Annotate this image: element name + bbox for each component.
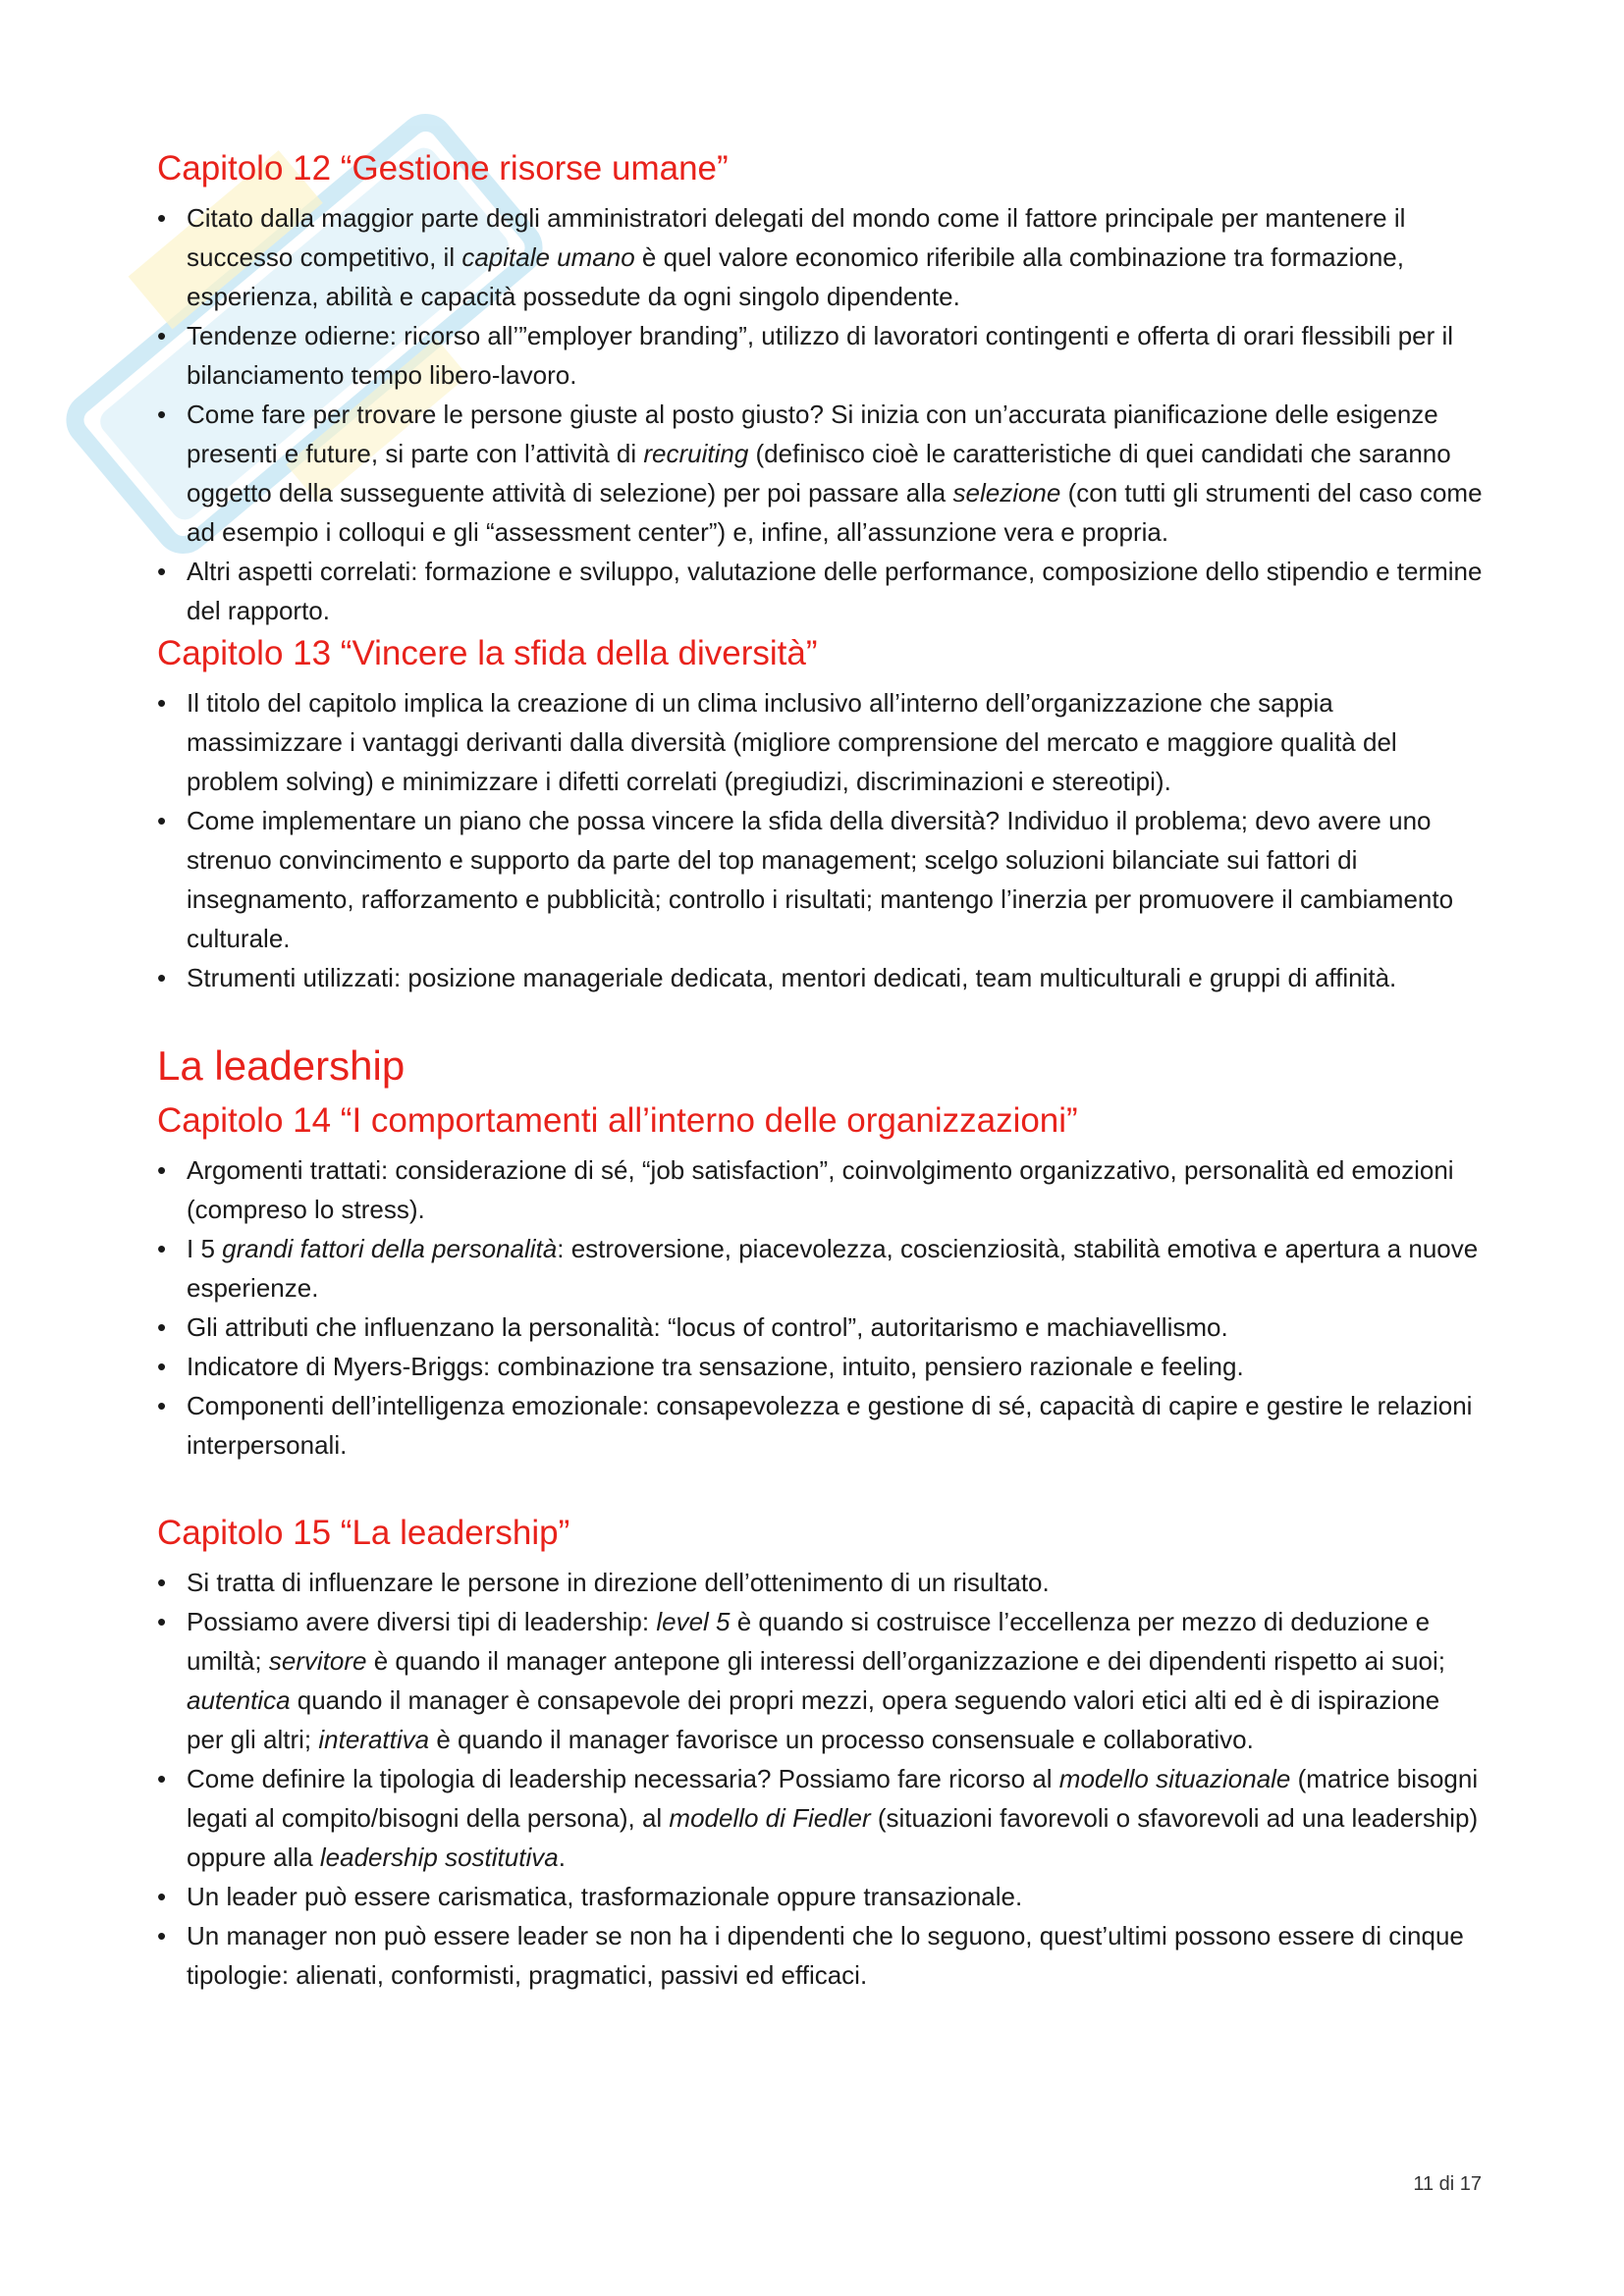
- list-item: • Altri aspetti correlati: formazione e sviluppo, valutazione delle performance, composizione dello stipendio e termine del rapporto.: [157, 552, 1483, 630]
- bullet-icon: •: [157, 1606, 167, 1636]
- list-item: • Il titolo del capitolo implica la creazione di un clima inclusivo all’interno dell’organizzazione che sappia massimizzare i vantaggi derivanti dalla diversità (migliore comprensione del mercato e maggiore qualità del problem solving) e minimizzare i difetti correlati (pregiudizi, discriminazioni e stereotipi).: [157, 683, 1483, 801]
- bullet-icon: •: [157, 399, 167, 429]
- list-item: • Strumenti utilizzati: posizione manageriale dedicata, mentori dedicati, team multiculturali e gruppi di affinità.: [157, 958, 1483, 997]
- list-item: • Un manager non può essere leader se non ha i dipendenti che lo seguono, quest’ultimi possono essere di cinque tipologie: alienati, conformisti, pragmatici, passivi ed efficaci.: [157, 1916, 1483, 1995]
- page-number: 11 di 17: [1413, 2173, 1482, 2195]
- bullet-icon: •: [157, 1390, 167, 1420]
- list-item: • Un leader può essere carismatica, trasformazionale oppure transazionale.: [157, 1877, 1483, 1916]
- bullet-icon: •: [157, 320, 167, 350]
- chapter-12-title: Capitolo 12 “Gestione risorse umane”: [157, 149, 729, 187]
- chapter-14-list: [157, 1150, 1483, 1465]
- bullet-icon: •: [157, 1351, 167, 1381]
- bullet-icon: •: [157, 202, 167, 233]
- bullet-icon: •: [157, 1881, 167, 1911]
- bullet-icon: •: [157, 556, 167, 586]
- list-item: • Argomenti trattati: considerazione di sé, “job satisfaction”, coinvolgimento organizzativo, personalità ed emozioni (compreso lo stress).: [157, 1150, 1483, 1229]
- chapter-14-title: Capitolo 14 “I comportamenti all’interno delle organizzazioni”: [157, 1101, 1078, 1140]
- document-page: [157, 147, 1483, 1995]
- list-item: • Come definire la tipologia di leadership necessaria? Possiamo fare ricorso al modello situazionale (matrice bisogni legati al compito/bisogni della persona), al modello di Fiedler (situazioni favorevoli o sfavorevoli ad una leadership) oppure alla leadership sostitutiva.: [157, 1759, 1483, 1877]
- bullet-icon: •: [157, 1763, 167, 1793]
- list-item: • Componenti dell’intelligenza emozionale: consapevolezza e gestione di sé, capacità di capire e gestire le relazioni interpersonali.: [157, 1386, 1483, 1465]
- list-item: • Possiamo avere diversi tipi di leadership: level 5 è quando si costruisce l’eccellenza per mezzo di deduzione e umiltà; servitore è quando il manager antepone gli interessi dell’organizzazione e dei dipendenti rispetto ai suoi; autentica quando il manager è consapevole dei propri mezzi, opera seguendo valori etici alti ed è di ispirazione per gli altri; interattiva è quando il manager favorisce un processo consensuale e collaborativo.: [157, 1602, 1483, 1759]
- list-item: • Come fare per trovare le persone giuste al posto giusto? Si inizia con un’accurata pianificazione delle esigenze presenti e future, si parte con l’attività di recruiting (definisco cioè le caratteristiche di quei candidati che saranno oggetto della susseguente attività di selezione) per poi passare alla selezione (con tutti gli strumenti del caso come ad esempio i colloqui e gli “assessment center”) e, infine, all’assunzione vera e propria.: [157, 395, 1483, 552]
- chapter-12-list: [157, 198, 1483, 630]
- chapter-15-title: Capitolo 15 “La leadership”: [157, 1513, 570, 1552]
- bullet-icon: •: [157, 1233, 167, 1263]
- bullet-icon: •: [157, 1920, 167, 1950]
- bullet-icon: •: [157, 1311, 167, 1342]
- bullet-icon: •: [157, 1154, 167, 1185]
- bullet-icon: •: [157, 962, 167, 992]
- chapter-13-list: [157, 683, 1483, 997]
- bullet-icon: •: [157, 1567, 167, 1597]
- list-item: • Si tratta di influenzare le persone in direzione dell’ottenimento di un risultato.: [157, 1563, 1483, 1602]
- bullet-icon: •: [157, 687, 167, 718]
- list-item: • Indicatore di Myers-Briggs: combinazione tra sensazione, intuito, pensiero razionale e feeling.: [157, 1347, 1483, 1386]
- list-item: • Come implementare un piano che possa vincere la sfida della diversità? Individuo il problema; devo avere uno strenuo convincimento e supporto da parte del top management; scelgo soluzioni bilanciate sui fattori di insegnamento, rafforzamento e pubblicità; controllo i risultati; mantengo l’inerzia per promuovere il cambiamento culturale.: [157, 801, 1483, 958]
- bullet-icon: •: [157, 805, 167, 835]
- chapter-15-list: [157, 1563, 1483, 1995]
- list-item: • Citato dalla maggior parte degli amministratori delegati del mondo come il fattore principale per mantenere il successo competitivo, il capitale umano è quel valore economico riferibile alla combinazione tra formazione, esperienza, abilità e capacità possedute da ogni singolo dipendente.: [157, 198, 1483, 316]
- list-item: • Gli attributi che influenzano la personalità: “locus of control”, autoritarismo e machiavellismo.: [157, 1308, 1483, 1347]
- list-item: • I 5 grandi fattori della personalità: estroversione, piacevolezza, coscienziosità, stabilità emotiva e apertura a nuove esperienze.: [157, 1229, 1483, 1308]
- list-item: • Tendenze odierne: ricorso all’”employer branding”, utilizzo di lavoratori contingenti e offerta di orari flessibili per il bilanciamento tempo libero-lavoro.: [157, 316, 1483, 395]
- section-title-leadership: La leadership: [157, 1041, 406, 1089]
- chapter-13-title: Capitolo 13 “Vincere la sfida della diversità”: [157, 633, 818, 672]
